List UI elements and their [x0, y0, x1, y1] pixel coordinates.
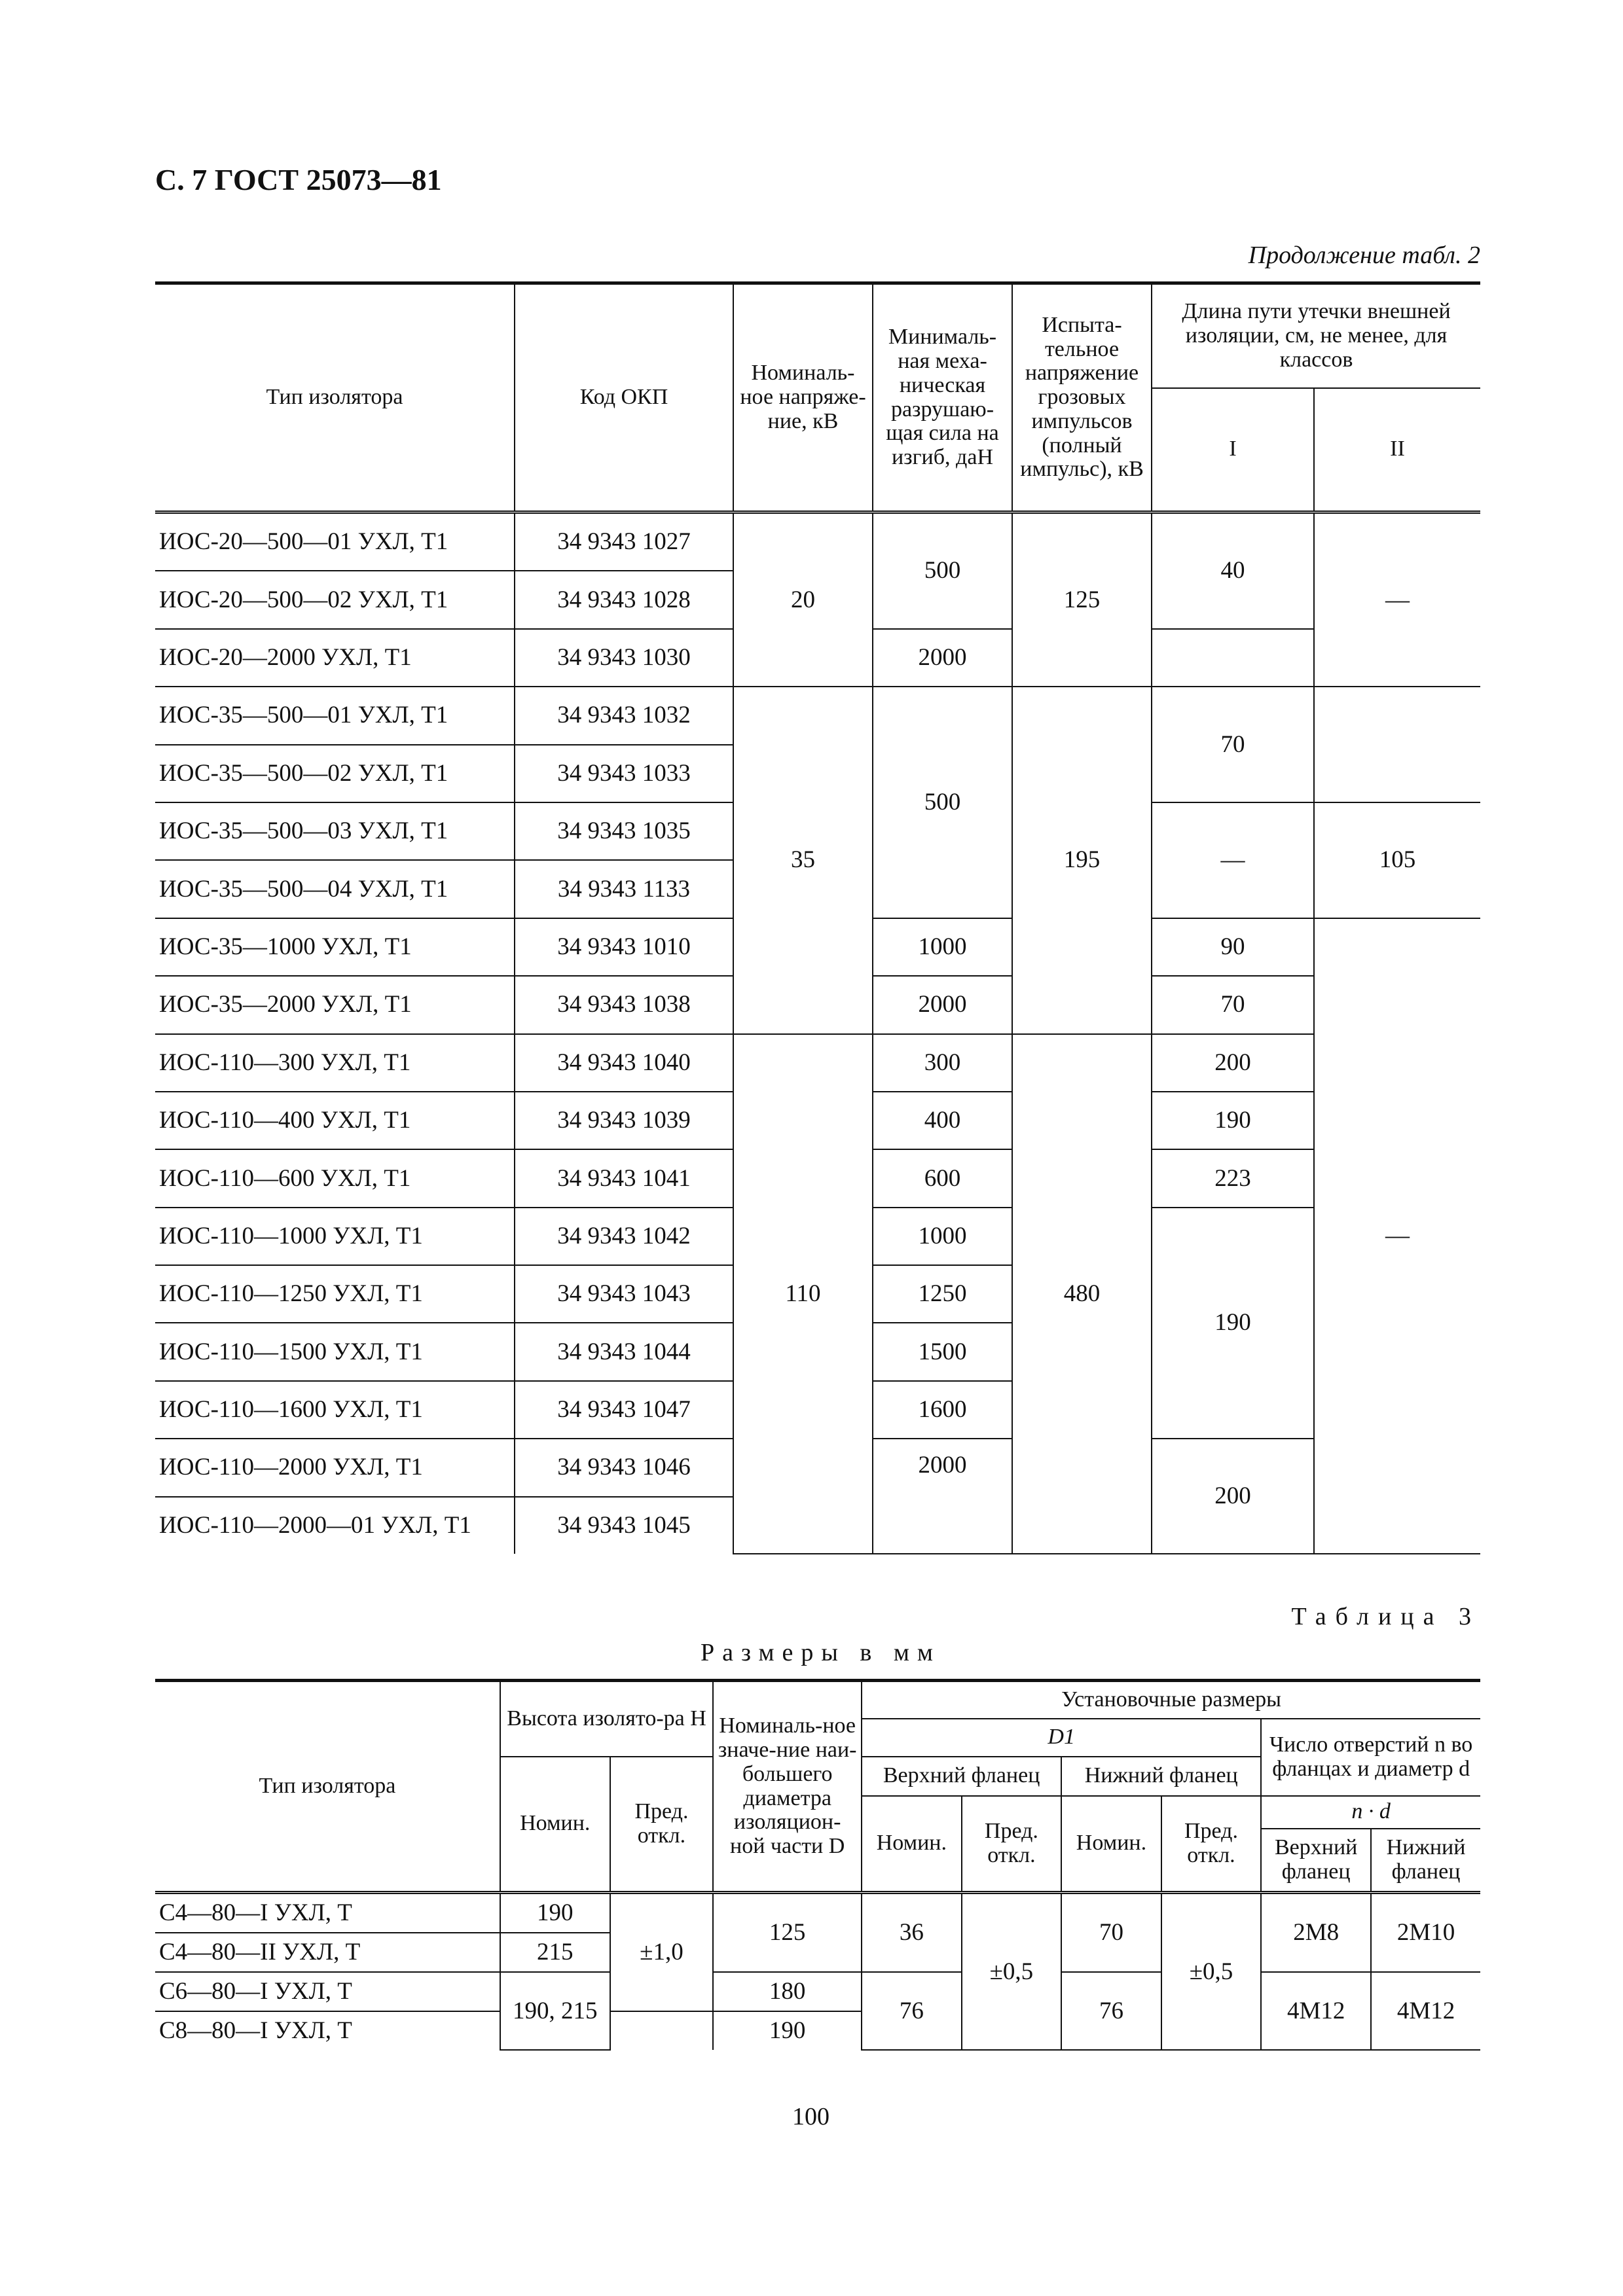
class1-cell: 70 — [1152, 976, 1314, 1033]
t3-type-cell: С6—80—I УХЛ, Т — [155, 1972, 500, 2011]
t3-header-install: Установочные размеры — [862, 1681, 1480, 1719]
force-cell: 400 — [873, 1092, 1012, 1149]
force-cell: 2000 — [873, 1439, 1012, 1554]
t3-header-height-text: Высота изолято-ра H — [507, 1706, 706, 1731]
type-cell: ИОС-110—400 УХЛ, Т1 — [155, 1092, 515, 1149]
type-cell: ИОС-20—500—01 УХЛ, Т1 — [155, 512, 515, 571]
type-cell: ИОС-35—500—04 УХЛ, Т1 — [155, 860, 515, 918]
t3-holes-upper-cell: 2М8 — [1261, 1893, 1371, 1973]
table-3-title: Таблица 3 — [1291, 1603, 1480, 1630]
t3-header-upper-nom: Номин. — [862, 1796, 962, 1893]
t3-lower-dev-cell: ±0,5 — [1161, 1893, 1262, 2051]
type-cell: ИОС-110—2000—01 УХЛ, Т1 — [155, 1497, 515, 1554]
t3-header-lower: Нижний фланец — [1061, 1757, 1261, 1796]
force-cell: 1000 — [873, 1208, 1012, 1265]
code-cell: 34 9343 1047 — [515, 1381, 733, 1439]
t3-header-height — [500, 1681, 713, 1757]
t3-type-cell: С4—80—II УХЛ, Т — [155, 1933, 500, 1972]
t3-height-cell: 190, 215 — [500, 1972, 610, 2050]
header-code: Код ОКП — [515, 283, 733, 512]
code-cell: 34 9343 1040 — [515, 1034, 733, 1092]
t3-height-dev-cell: ±1,0 — [610, 1893, 714, 2012]
code-cell: 34 9343 1033 — [515, 745, 733, 802]
class1-cell: 200 — [1152, 1439, 1314, 1554]
class1-cell: 90 — [1152, 918, 1314, 976]
page-header: С. 7 ГОСТ 25073—81 — [155, 163, 442, 196]
voltage-cell: 20 — [733, 512, 873, 687]
t3-holes-lower-cell: 4М12 — [1371, 1972, 1480, 2050]
code-cell: 34 9343 1133 — [515, 860, 733, 918]
class1-cell: 190 — [1152, 1208, 1314, 1439]
force-cell: 2000 — [873, 976, 1012, 1033]
type-cell: ИОС-35—2000 УХЛ, Т1 — [155, 976, 515, 1033]
code-cell: 34 9343 1041 — [515, 1149, 733, 1207]
t3-header-upper-dev: Пред. откл. — [962, 1796, 1062, 1893]
page-number: 100 — [792, 2103, 830, 2130]
header-voltage: Номиналь-ное напряже-ние, кВ — [733, 283, 873, 512]
class2-cell: — — [1314, 918, 1480, 1554]
header-class-2: II — [1314, 388, 1480, 512]
t3-holes-upper-cell: 4М12 — [1261, 1972, 1371, 2050]
t3-header-holes-lower: Нижний фланец — [1371, 1829, 1480, 1893]
type-cell: ИОС-110—1600 УХЛ, Т1 — [155, 1381, 515, 1439]
t3-diameter-cell: 180 — [713, 1972, 862, 2011]
t3-upper-nom-cell: 36 — [862, 1893, 962, 1973]
t3-height-dev-cell — [610, 2011, 714, 2050]
t3-diameter-cell: 190 — [713, 2011, 862, 2050]
test-voltage-cell: 125 — [1012, 512, 1152, 687]
t3-header-nd: n · d — [1261, 1796, 1480, 1829]
t3-header-holes-upper: Верхний фланец — [1261, 1829, 1371, 1893]
test-voltage-cell: 480 — [1012, 1034, 1152, 1554]
code-cell: 34 9343 1027 — [515, 512, 733, 571]
voltage-cell: 35 — [733, 687, 873, 1033]
force-cell: 300 — [873, 1034, 1012, 1092]
insulator-table-3 — [155, 1679, 1480, 2051]
class2-cell: 105 — [1314, 802, 1480, 918]
t3-upper-nom-cell: 76 — [862, 1972, 962, 2050]
force-cell: 500 — [873, 687, 1012, 918]
code-cell: 34 9343 1010 — [515, 918, 733, 976]
force-cell: 1000 — [873, 918, 1012, 976]
type-cell: ИОС-35—500—01 УХЛ, Т1 — [155, 687, 515, 744]
class1-cell: 190 — [1152, 1092, 1314, 1149]
class1-cell — [1152, 629, 1314, 687]
type-cell: ИОС-35—500—02 УХЛ, Т1 — [155, 745, 515, 802]
t3-diameter-cell: 125 — [713, 1893, 862, 1973]
t3-header-height-nom: Номин. — [500, 1757, 610, 1893]
class1-cell: 223 — [1152, 1149, 1314, 1207]
class1-cell: 200 — [1152, 1034, 1314, 1092]
code-cell: 34 9343 1044 — [515, 1323, 733, 1380]
type-cell: ИОС-110—2000 УХЛ, Т1 — [155, 1439, 515, 1496]
type-cell: ИОС-110—1250 УХЛ, Т1 — [155, 1265, 515, 1323]
type-cell: ИОС-110—300 УХЛ, Т1 — [155, 1034, 515, 1092]
code-cell: 34 9343 1030 — [515, 629, 733, 687]
insulator-table-2 — [155, 281, 1480, 1554]
t3-height-cell: 215 — [500, 1933, 610, 1972]
code-cell: 34 9343 1039 — [515, 1092, 733, 1149]
header-force: Минималь-ная меха-ническая разрушаю-щая сила на изгиб, даН — [873, 283, 1012, 512]
type-cell: ИОС-35—1000 УХЛ, Т1 — [155, 918, 515, 976]
t3-height-cell: 190 — [500, 1893, 610, 1933]
header-type: Тип изолятора — [155, 283, 515, 512]
t3-header-d1: D1 — [862, 1719, 1261, 1757]
t3-header-upper: Верхний фланец — [862, 1757, 1061, 1796]
table-3-units: Размеры в мм — [701, 1639, 941, 1666]
type-cell: ИОС-35—500—03 УХЛ, Т1 — [155, 802, 515, 860]
t3-header-lower-nom: Номин. — [1061, 1796, 1161, 1893]
t3-lower-nom-cell: 76 — [1061, 1972, 1161, 2050]
type-cell: ИОС-110—600 УХЛ, Т1 — [155, 1149, 515, 1207]
table-continuation-note: Продолжение табл. 2 — [1248, 242, 1480, 269]
t3-type-cell: С8—80—I УХЛ, Т — [155, 2011, 500, 2050]
force-cell: 2000 — [873, 629, 1012, 687]
force-cell: 600 — [873, 1149, 1012, 1207]
code-cell: 34 9343 1032 — [515, 687, 733, 744]
t3-header-type: Тип изолятора — [155, 1681, 500, 1893]
type-cell: ИОС-20—2000 УХЛ, Т1 — [155, 629, 515, 687]
t3-header-diameter: Номиналь-ное значе-ние наи-большего диаметра изоляцион-ной части D — [713, 1681, 862, 1893]
t3-header-lower-dev: Пред. откл. — [1161, 1796, 1262, 1893]
t3-upper-dev-cell: ±0,5 — [962, 1893, 1062, 2051]
t3-lower-nom-cell: 70 — [1061, 1893, 1161, 1973]
class1-cell: 40 — [1152, 512, 1314, 629]
type-cell: ИОС-110—1000 УХЛ, Т1 — [155, 1208, 515, 1265]
type-cell: ИОС-20—500—02 УХЛ, Т1 — [155, 571, 515, 628]
force-cell: 500 — [873, 512, 1012, 629]
test-voltage-cell: 195 — [1012, 687, 1152, 1033]
code-cell: 34 9343 1043 — [515, 1265, 733, 1323]
t3-header-height-dev: Пред. откл. — [610, 1757, 714, 1893]
code-cell: 34 9343 1028 — [515, 571, 733, 628]
t3-type-cell: С4—80—I УХЛ, Т — [155, 1893, 500, 1933]
force-cell: 1250 — [873, 1265, 1012, 1323]
type-cell: ИОС-110—1500 УХЛ, Т1 — [155, 1323, 515, 1380]
force-cell: 1500 — [873, 1323, 1012, 1380]
class2-cell: — — [1314, 512, 1480, 687]
code-cell: 34 9343 1045 — [515, 1497, 733, 1554]
code-cell: 34 9343 1042 — [515, 1208, 733, 1265]
code-cell: 34 9343 1038 — [515, 976, 733, 1033]
code-cell: 34 9343 1046 — [515, 1439, 733, 1496]
class2-cell — [1314, 687, 1480, 802]
voltage-cell: 110 — [733, 1034, 873, 1554]
class1-cell: 70 — [1152, 687, 1314, 802]
code-cell: 34 9343 1035 — [515, 802, 733, 860]
header-creepage: Длина пути утечки внешней изоляции, см, не менее, для классов — [1152, 283, 1480, 388]
class1-cell: — — [1152, 802, 1314, 918]
header-test-voltage: Испыта-тельное напряжение грозовых импульсов (полный импульс), кВ — [1012, 283, 1152, 512]
t3-header-holes: Число отверстий n во фланцах и диаметр d — [1261, 1719, 1480, 1796]
force-cell: 1600 — [873, 1381, 1012, 1439]
header-class-1: I — [1152, 388, 1314, 512]
t3-holes-lower-cell: 2М10 — [1371, 1893, 1480, 1973]
